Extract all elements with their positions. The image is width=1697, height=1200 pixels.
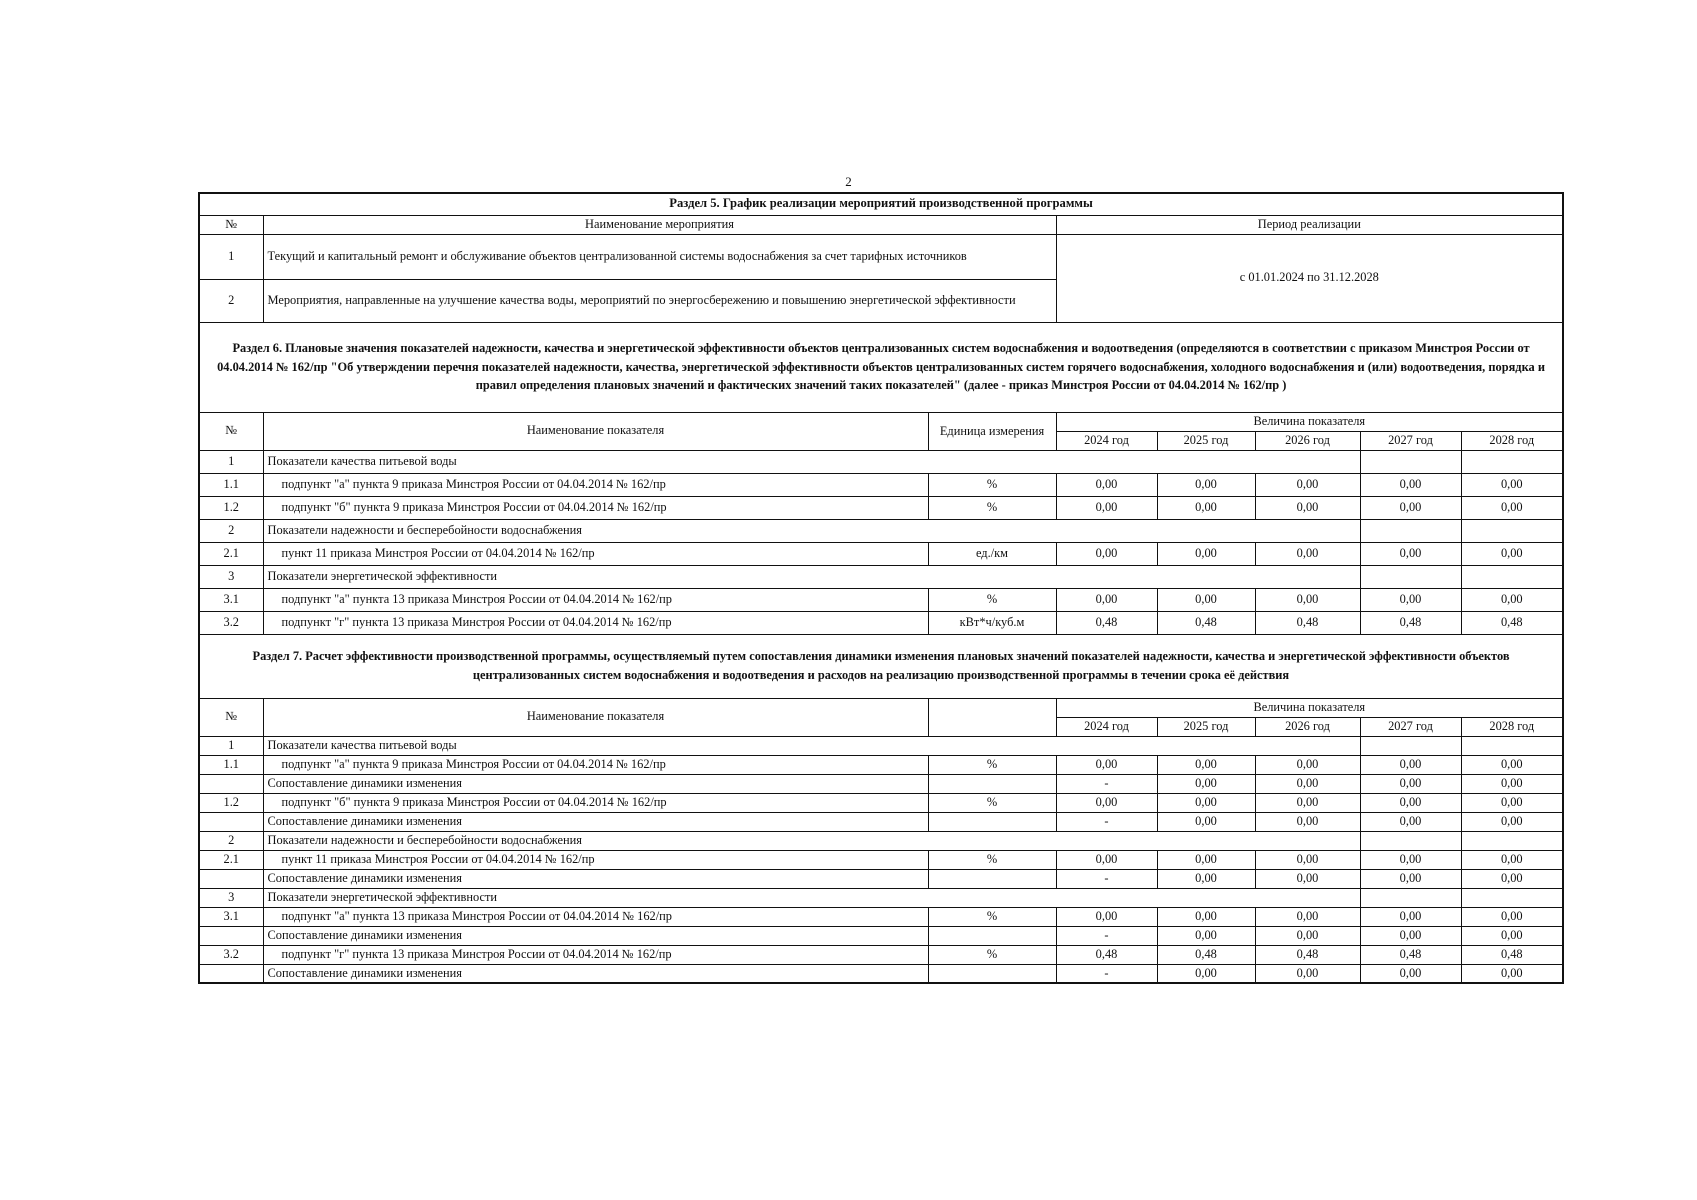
value-cell: 0,00 <box>1360 964 1461 983</box>
group-name: Показатели энергетической эффективности <box>263 888 1360 907</box>
value-cell: 0,00 <box>1157 473 1255 496</box>
unit-cell: ед./км <box>928 542 1056 565</box>
value-cell: 0,00 <box>1255 926 1360 945</box>
section7-table-row <box>199 926 1563 945</box>
value-cell: 0,00 <box>1461 964 1563 983</box>
group-name: Показатели надежности и бесперебойности водоснабжения <box>263 519 1360 542</box>
row-num: 1.1 <box>199 755 263 774</box>
section7-group-row <box>199 736 1563 755</box>
group-name: Показатели надежности и бесперебойности водоснабжения <box>263 831 1360 850</box>
value-cell: 0,00 <box>1360 496 1461 519</box>
value-cell: 0,00 <box>1360 473 1461 496</box>
section6-year-header: 2028 год <box>1461 431 1563 450</box>
value-cell: 0,00 <box>1056 588 1157 611</box>
empty-cell <box>1360 736 1461 755</box>
indicator-name: подпункт "б" пункта 9 приказа Минстроя России от 04.04.2014 № 162/пр <box>263 793 928 812</box>
value-cell: 0,48 <box>1461 945 1563 964</box>
section7-table-row <box>199 907 1563 926</box>
value-cell: - <box>1056 964 1157 983</box>
value-cell: 0,00 <box>1056 755 1157 774</box>
section5-period-value: с 01.01.2024 по 31.12.2028 <box>1056 234 1563 322</box>
section5-title-row <box>199 193 1563 215</box>
value-cell: 0,00 <box>1360 850 1461 869</box>
value-cell: 0,00 <box>1461 926 1563 945</box>
value-cell: 0,00 <box>1255 793 1360 812</box>
value-cell: 0,00 <box>1056 850 1157 869</box>
value-cell: 0,00 <box>1461 793 1563 812</box>
value-cell: 0,48 <box>1056 945 1157 964</box>
unit-cell <box>928 869 1056 888</box>
empty-cell <box>1461 736 1563 755</box>
section7-table-row <box>199 869 1563 888</box>
row-num: 3.1 <box>199 907 263 926</box>
section6-header-row <box>199 412 1563 431</box>
section5-row-name: Текущий и капитальный ремонт и обслуживание объектов централизованной системы водоснабжения за счет тарифных источников <box>263 234 1056 279</box>
unit-cell: % <box>928 588 1056 611</box>
value-cell: - <box>1056 774 1157 793</box>
row-num: 2.1 <box>199 542 263 565</box>
value-cell: 0,00 <box>1157 926 1255 945</box>
section6-year-header: 2025 год <box>1157 431 1255 450</box>
value-cell: 0,48 <box>1461 611 1563 634</box>
value-cell: 0,00 <box>1461 473 1563 496</box>
value-cell: - <box>1056 812 1157 831</box>
value-cell: 0,00 <box>1461 907 1563 926</box>
value-cell: 0,00 <box>1255 907 1360 926</box>
value-cell: 0,00 <box>1461 755 1563 774</box>
value-cell: 0,00 <box>1056 542 1157 565</box>
section6-table-row <box>199 611 1563 634</box>
section7-title-row <box>199 634 1563 698</box>
indicator-name: подпункт "а" пункта 13 приказа Минстроя России от 04.04.2014 № 162/пр <box>263 907 928 926</box>
section6-year-header: 2024 год <box>1056 431 1157 450</box>
unit-cell <box>928 964 1056 983</box>
section7-year-header: 2025 год <box>1157 717 1255 736</box>
row-num: 2 <box>199 831 263 850</box>
value-cell: 0,00 <box>1157 542 1255 565</box>
indicator-name: подпункт "г" пункта 13 приказа Минстроя России от 04.04.2014 № 162/пр <box>263 611 928 634</box>
section6-header-num: № <box>199 412 263 450</box>
row-num: 2.1 <box>199 850 263 869</box>
section6-title-row <box>199 322 1563 412</box>
empty-cell <box>1360 888 1461 907</box>
value-cell: 0,00 <box>1360 588 1461 611</box>
value-cell: 0,00 <box>1461 774 1563 793</box>
unit-cell: % <box>928 496 1056 519</box>
unit-cell: % <box>928 755 1056 774</box>
value-cell: 0,00 <box>1255 774 1360 793</box>
section6-table-row <box>199 588 1563 611</box>
empty-cell <box>1360 519 1461 542</box>
group-name: Показатели энергетической эффективности <box>263 565 1360 588</box>
indicator-name: подпункт "а" пункта 9 приказа Минстроя России от 04.04.2014 № 162/пр <box>263 755 928 774</box>
section5-header-period: Период реализации <box>1056 215 1563 234</box>
section7-table-row <box>199 774 1563 793</box>
page-number: 2 <box>845 174 852 189</box>
row-num: 3.2 <box>199 611 263 634</box>
section7-table-row <box>199 964 1563 983</box>
value-cell: 0,48 <box>1255 611 1360 634</box>
value-cell: 0,00 <box>1360 542 1461 565</box>
value-cell: 0,00 <box>1056 907 1157 926</box>
empty-cell <box>1360 450 1461 473</box>
value-cell: 0,48 <box>1157 611 1255 634</box>
section7-year-header: 2027 год <box>1360 717 1461 736</box>
value-cell: 0,00 <box>1461 812 1563 831</box>
row-num <box>199 774 263 793</box>
value-cell: 0,00 <box>1255 542 1360 565</box>
section5-header-row <box>199 215 1563 234</box>
section7-table-row <box>199 755 1563 774</box>
unit-cell: % <box>928 945 1056 964</box>
section6-table-row <box>199 473 1563 496</box>
indicator-name: подпункт "г" пункта 13 приказа Минстроя России от 04.04.2014 № 162/пр <box>263 945 928 964</box>
section6-header-name: Наименование показателя <box>263 412 928 450</box>
row-num: 1.2 <box>199 496 263 519</box>
section7-table-row <box>199 812 1563 831</box>
value-cell: 0,00 <box>1360 907 1461 926</box>
empty-cell <box>1461 888 1563 907</box>
value-cell: 0,00 <box>1360 774 1461 793</box>
section6-year-header: 2026 год <box>1255 431 1360 450</box>
value-cell: 0,00 <box>1255 869 1360 888</box>
value-cell: 0,00 <box>1157 907 1255 926</box>
value-cell: 0,00 <box>1157 496 1255 519</box>
empty-cell <box>1360 565 1461 588</box>
value-cell: 0,00 <box>1461 869 1563 888</box>
row-num <box>199 964 263 983</box>
row-num: 2 <box>199 519 263 542</box>
section6-year-header: 2027 год <box>1360 431 1461 450</box>
value-cell: 0,00 <box>1461 496 1563 519</box>
section5-header-name: Наименование мероприятия <box>263 215 1056 234</box>
unit-cell <box>928 926 1056 945</box>
section7-year-header: 2028 год <box>1461 717 1563 736</box>
value-cell: 0,00 <box>1157 869 1255 888</box>
row-num: 1 <box>199 450 263 473</box>
empty-cell <box>1461 450 1563 473</box>
indicator-name: Сопоставление динамики изменения <box>263 964 928 983</box>
value-cell: - <box>1056 869 1157 888</box>
group-name: Показатели качества питьевой воды <box>263 450 1360 473</box>
section5-row-1 <box>199 234 1563 279</box>
section7-table-row <box>199 793 1563 812</box>
document-table <box>198 192 1564 984</box>
value-cell: 0,00 <box>1056 473 1157 496</box>
section5-title: Раздел 5. График реализации мероприятий производственной программы <box>199 193 1563 215</box>
section7-header-value: Величина показателя <box>1056 698 1563 717</box>
row-num: 3.2 <box>199 945 263 964</box>
unit-cell <box>928 812 1056 831</box>
document-table-body <box>199 193 1563 983</box>
section7-title: Раздел 7. Расчет эффективности производственной программы, осуществляемый путем сопоставления динамики изменения плановых значений показателей надежности, качества и энергетической эффективности объектов централизованных систем водоснабжения и водоотведения и расходов на реализацию производственной программы в течении срока её действия <box>199 634 1563 698</box>
value-cell: 0,00 <box>1255 473 1360 496</box>
value-cell: 0,00 <box>1360 812 1461 831</box>
section5-row-num: 2 <box>199 279 263 322</box>
unit-cell: % <box>928 473 1056 496</box>
empty-cell <box>1461 519 1563 542</box>
value-cell: 0,00 <box>1157 793 1255 812</box>
section6-table-row <box>199 496 1563 519</box>
section7-header-unit <box>928 698 1056 736</box>
section7-group-row <box>199 831 1563 850</box>
section7-header-num: № <box>199 698 263 736</box>
value-cell: 0,00 <box>1056 793 1157 812</box>
row-num: 1 <box>199 736 263 755</box>
row-num: 3.1 <box>199 588 263 611</box>
indicator-name: подпункт "б" пункта 9 приказа Минстроя России от 04.04.2014 № 162/пр <box>263 496 928 519</box>
value-cell: 0,00 <box>1157 588 1255 611</box>
section7-group-row <box>199 888 1563 907</box>
indicator-name: подпункт "а" пункта 13 приказа Минстроя России от 04.04.2014 № 162/пр <box>263 588 928 611</box>
unit-cell: % <box>928 850 1056 869</box>
value-cell: 0,00 <box>1461 850 1563 869</box>
value-cell: 0,48 <box>1255 945 1360 964</box>
value-cell: 0,00 <box>1157 774 1255 793</box>
indicator-name: Сопоставление динамики изменения <box>263 812 928 831</box>
unit-cell: % <box>928 907 1056 926</box>
value-cell: 0,00 <box>1255 755 1360 774</box>
value-cell: 0,00 <box>1157 850 1255 869</box>
section6-group-row <box>199 519 1563 542</box>
value-cell: 0,00 <box>1056 496 1157 519</box>
value-cell: 0,48 <box>1360 611 1461 634</box>
value-cell: 0,00 <box>1255 964 1360 983</box>
row-num <box>199 812 263 831</box>
empty-cell <box>1461 565 1563 588</box>
row-num <box>199 926 263 945</box>
section5-header-num: № <box>199 215 263 234</box>
value-cell: 0,00 <box>1461 588 1563 611</box>
value-cell: 0,48 <box>1360 945 1461 964</box>
value-cell: - <box>1056 926 1157 945</box>
section6-header-unit: Единица измерения <box>928 412 1056 450</box>
empty-cell <box>1360 831 1461 850</box>
value-cell: 0,00 <box>1157 812 1255 831</box>
section6-group-row <box>199 565 1563 588</box>
section6-group-row <box>199 450 1563 473</box>
value-cell: 0,48 <box>1157 945 1255 964</box>
indicator-name: подпункт "а" пункта 9 приказа Минстроя России от 04.04.2014 № 162/пр <box>263 473 928 496</box>
indicator-name: Сопоставление динамики изменения <box>263 869 928 888</box>
value-cell: 0,00 <box>1255 588 1360 611</box>
value-cell: 0,00 <box>1360 755 1461 774</box>
unit-cell <box>928 774 1056 793</box>
section7-year-header: 2026 год <box>1255 717 1360 736</box>
value-cell: 0,00 <box>1157 964 1255 983</box>
indicator-name: пункт 11 приказа Минстроя России от 04.04.2014 № 162/пр <box>263 850 928 869</box>
unit-cell: кВт*ч/куб.м <box>928 611 1056 634</box>
row-num: 1.2 <box>199 793 263 812</box>
value-cell: 0,48 <box>1056 611 1157 634</box>
section5-row-name: Мероприятия, направленные на улучшение качества воды, мероприятий по энергосбережению и повышению энергетической эффективности <box>263 279 1056 322</box>
value-cell: 0,00 <box>1157 755 1255 774</box>
empty-cell <box>1461 831 1563 850</box>
value-cell: 0,00 <box>1360 793 1461 812</box>
section7-table-row <box>199 850 1563 869</box>
indicator-name: пункт 11 приказа Минстроя России от 04.04.2014 № 162/пр <box>263 542 928 565</box>
row-num: 1.1 <box>199 473 263 496</box>
section7-header-row <box>199 698 1563 717</box>
section7-year-header: 2024 год <box>1056 717 1157 736</box>
value-cell: 0,00 <box>1461 542 1563 565</box>
row-num: 3 <box>199 565 263 588</box>
value-cell: 0,00 <box>1255 850 1360 869</box>
indicator-name: Сопоставление динамики изменения <box>263 774 928 793</box>
section7-header-name: Наименование показателя <box>263 698 928 736</box>
value-cell: 0,00 <box>1360 869 1461 888</box>
value-cell: 0,00 <box>1255 496 1360 519</box>
row-num: 3 <box>199 888 263 907</box>
section6-title: Раздел 6. Плановые значения показателей надежности, качества и энергетической эффективности объектов централизованных систем водоснабжения и водоотведения (определяются в соответствии с приказом Минстроя России от 04.04.2014 № 162/пр "Об утверждении перечня показателей надежности, качества, энергетической эффективности объектов централизованных систем горячего водоснабжения, холодного водоснабжения и (или) водоотведения, порядка и правил определения плановых значений и фактических значений таких показателей" (далее - приказ Минстроя России от 04.04.2014 № 162/пр ) <box>199 322 1563 412</box>
value-cell: 0,00 <box>1255 812 1360 831</box>
section6-table-row <box>199 542 1563 565</box>
group-name: Показатели качества питьевой воды <box>263 736 1360 755</box>
row-num <box>199 869 263 888</box>
value-cell: 0,00 <box>1360 926 1461 945</box>
section7-table-row <box>199 945 1563 964</box>
indicator-name: Сопоставление динамики изменения <box>263 926 928 945</box>
section6-header-value: Величина показателя <box>1056 412 1563 431</box>
unit-cell: % <box>928 793 1056 812</box>
section5-row-num: 1 <box>199 234 263 279</box>
